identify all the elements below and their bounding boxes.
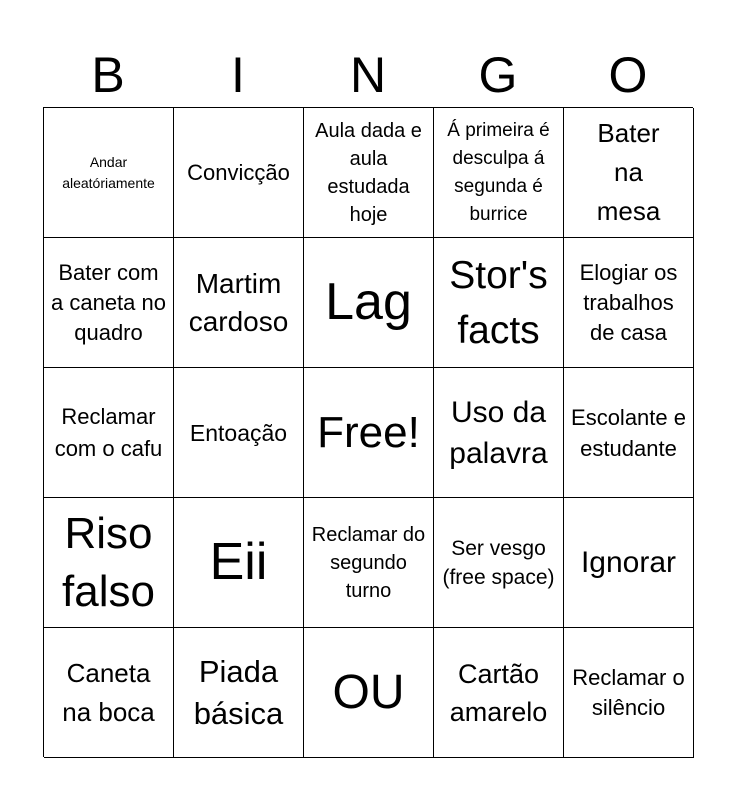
bingo-cell[interactable] [44,368,174,498]
cell-text: Bater com a caneta no quadro [51,259,166,345]
cell-text: Cartão amarelo [449,658,548,727]
bingo-cell[interactable] [174,498,304,628]
cell-text: Ser vesgo (free space) [442,536,555,589]
bingo-cell[interactable] [304,498,434,628]
bingo-cell[interactable] [434,628,564,758]
cell-text: Á primeira é desculpa á segunda é burrice [447,119,550,225]
cell-text: Reclamar do segundo turno [311,523,426,602]
bingo-cell[interactable] [44,108,174,238]
cell-text: Eii [209,533,268,591]
cell-text: Stor's facts [449,253,548,352]
bingo-cell[interactable] [44,498,174,628]
header-letter-o: O [608,47,648,103]
bingo-cell[interactable] [174,108,304,238]
bingo-cell[interactable] [564,108,694,238]
cell-text: Free! [317,407,420,457]
cell-text: Piada básica [193,653,284,731]
cell-text: Andar aleatóriamente [62,153,155,191]
bingo-cell[interactable] [434,498,564,628]
bingo-cell[interactable] [434,108,564,238]
cell-text: Lag [325,273,412,331]
header-letter-n: N [349,47,387,103]
bingo-cell[interactable] [564,498,694,628]
cell-text: Convicção [187,159,290,185]
bingo-header [43,44,693,106]
bingo-card-grid [43,107,693,757]
bingo-cell[interactable] [174,368,304,498]
bingo-cell[interactable] [304,368,434,498]
cell-text: Caneta na boca [62,657,155,727]
bingo-cell[interactable] [304,108,434,238]
bingo-cell[interactable] [434,238,564,368]
cell-text: Entoação [189,419,288,446]
bingo-cell[interactable] [434,368,564,498]
bingo-cell[interactable] [304,628,434,758]
cell-text: Escolante e estudante [571,404,686,461]
cell-text: OU [332,665,405,719]
bingo-cell[interactable] [44,238,174,368]
bingo-cell[interactable] [564,628,694,758]
bingo-cell[interactable] [564,368,694,498]
cell-text: Elogiar os trabalhos de casa [579,259,678,345]
cell-text: Martim cardoso [188,267,289,337]
bingo-cell[interactable] [44,628,174,758]
cell-text: Ignorar [580,546,677,579]
bingo-cell[interactable] [304,238,434,368]
header-letter-g: G [478,47,518,103]
header-letter-b: B [91,47,125,103]
cell-text: Aula dada e aula estudada hoje [315,119,422,226]
cell-text: Reclamar o silêncio [572,664,685,720]
cell-text: Riso falso [62,508,155,616]
cell-text: Bater na mesa [596,118,661,226]
cell-text: Uso da palavra [449,395,548,470]
bingo-cell[interactable] [174,628,304,758]
bingo-cell[interactable] [564,238,694,368]
header-letter-i: I [231,47,245,103]
bingo-cell[interactable] [174,238,304,368]
cell-text: Reclamar com o cafu [54,403,163,461]
